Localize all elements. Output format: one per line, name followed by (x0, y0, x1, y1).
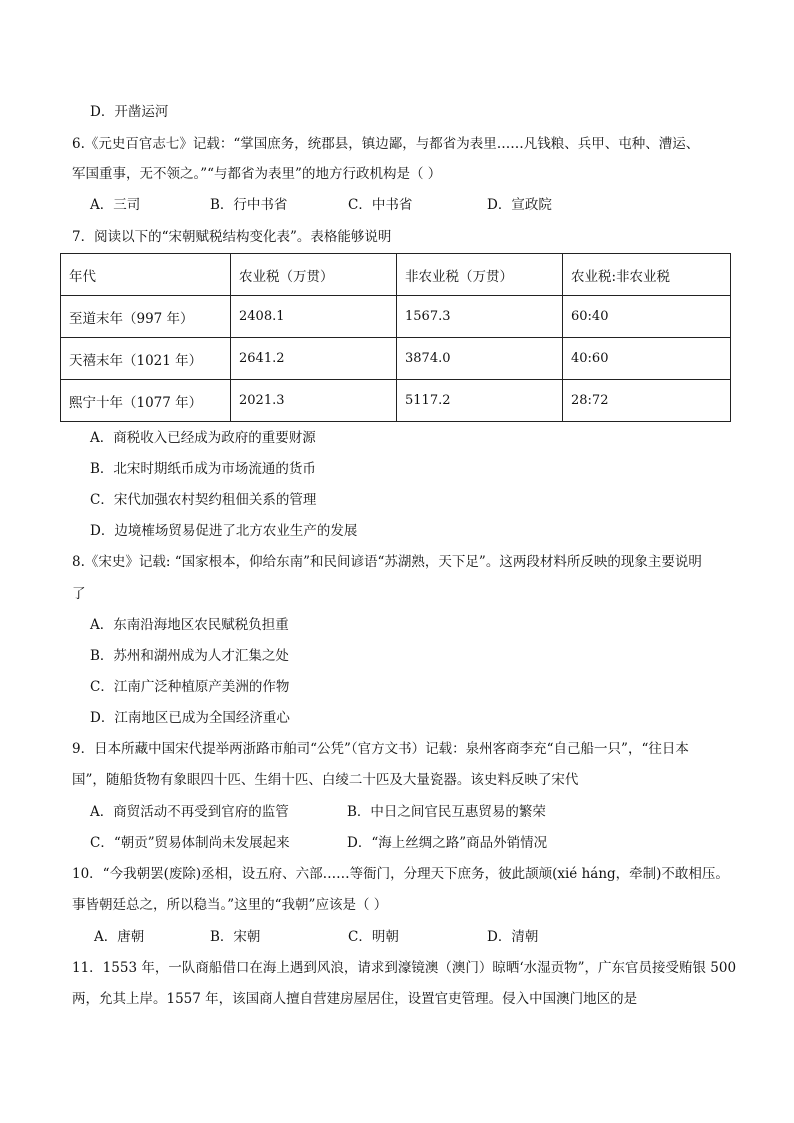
q9-stem-line-1: 9．日本所藏中国宋代提举两浙路市舶司“公凭”（官方文书）记载：泉州客商李充“自己船一只”，“往日本 (72, 741, 689, 757)
q10-option-a: A．唐朝 (94, 929, 145, 945)
table-header-cell: 非农业税（万贯） (397, 254, 563, 296)
q6-option-a: A．三司 (90, 197, 141, 213)
q7-stem: 7．阅读以下的“宋朝赋税结构变化表”。表格能够说明 (72, 229, 392, 245)
q10-option-d: D．清朝 (487, 929, 539, 945)
q6-option-b: B．行中书省 (210, 197, 288, 213)
q7-option-a: A．商税收入已经成为政府的重要财源 (90, 430, 316, 446)
table-header-row (61, 254, 731, 296)
table-row (61, 338, 731, 380)
table-header-cell: 农业税:非农业税 (563, 254, 731, 296)
q7-option-d: D．边境榷场贸易促进了北方农业生产的发展 (90, 523, 358, 539)
table-row (61, 296, 731, 338)
q7-option-b: B．北宋时期纸币成为市场流通的货币 (90, 461, 316, 477)
q6-option-d: D．宣政院 (487, 197, 552, 213)
tax-structure-table (60, 253, 731, 422)
q8-stem-line-2: 了 (72, 586, 86, 602)
table-cell: 天禧末年（1021 年） (61, 338, 231, 380)
q9-stem-line-2: 国”，随船货物有象眼四十匹、生绢十匹、白绫二十匹及大量瓷器。该史料反映了宋代 (72, 772, 579, 788)
q11-stem-line-1: 11．1553 年，一队商船借口在海上遇到风浪，请求到濠镜澳（澳门）晾晒‘水湿贡物”，广东官员接受贿银 500 (72, 960, 737, 976)
table-cell: 2021.3 (231, 380, 397, 422)
table-cell: 2641.2 (231, 338, 397, 380)
q6-stem-line-1: 6.《元史百官志七》记载：“掌国庶务，统郡县，镇边鄙，与都省为表里……凡钱粮、兵甲、屯种、漕运、 (72, 136, 700, 152)
q8-option-c: C．江南广泛种植原产美洲的作物 (90, 679, 290, 695)
q8-option-b: B．苏州和湖州成为人才汇集之处 (90, 648, 289, 664)
q8-stem-line-1: 8.《宋史》记载: “国家根本，仰给东南”和民间谚语“苏湖熟，天下足”。这两段材料所反映的现象主要说明 (72, 554, 702, 570)
table-cell: 1567.3 (397, 296, 563, 338)
table-cell: 3874.0 (397, 338, 563, 380)
table-row (61, 380, 731, 422)
table-cell: 28:72 (563, 380, 731, 422)
q6-stem-line-2: 军国重事，无不领之。”“与都省为表里”的地方行政机构是（ ） (72, 166, 442, 182)
table-cell: 60:40 (563, 296, 731, 338)
q7-option-c: C．宋代加强农村契约租佃关系的管理 (90, 492, 317, 508)
q5-option-d: D．开凿运河 (90, 104, 169, 120)
q9-option-d: D．“海上丝绸之路”商品外销情况 (347, 835, 548, 851)
table-header-cell: 年代 (61, 254, 231, 296)
q10-option-c: C．明朝 (348, 929, 399, 945)
q9-option-c: C．“朝贡”贸易体制尚未发展起来 (90, 835, 290, 851)
table-cell: 熙宁十年（1077 年） (61, 380, 231, 422)
q9-option-a: A．商贸活动不再受到官府的监管 (90, 804, 289, 820)
table-cell: 5117.2 (397, 380, 563, 422)
table-header-cell: 农业税（万贯） (231, 254, 397, 296)
q11-stem-line-2: 两，允其上岸。1557 年，该国商人擅自营建房屋居住，设置官吏管理。侵入中国澳门地区的是 (72, 991, 638, 1007)
table-cell: 2408.1 (231, 296, 397, 338)
q8-option-a: A．东南沿海地区农民赋税负担重 (90, 617, 289, 633)
q6-option-c: C．中书省 (348, 197, 413, 213)
q10-stem-line-1: 10．“今我朝罢(废除)丞相，设五府、六部……等衙门，分理天下庶务，彼此颉颃(xié háng，牵制)不敢相压。 (72, 866, 729, 882)
q10-option-b: B．宋朝 (210, 929, 261, 945)
q8-option-d: D．江南地区已成为全国经济重心 (90, 710, 290, 726)
table-cell: 40:60 (563, 338, 731, 380)
table-cell: 至道末年（997 年） (61, 296, 231, 338)
q9-option-b: B．中日之间官民互惠贸易的繁荣 (347, 804, 546, 820)
q10-stem-line-2: 事皆朝廷总之，所以稳当。”这里的“我朝”应该是（ ） (72, 897, 388, 913)
